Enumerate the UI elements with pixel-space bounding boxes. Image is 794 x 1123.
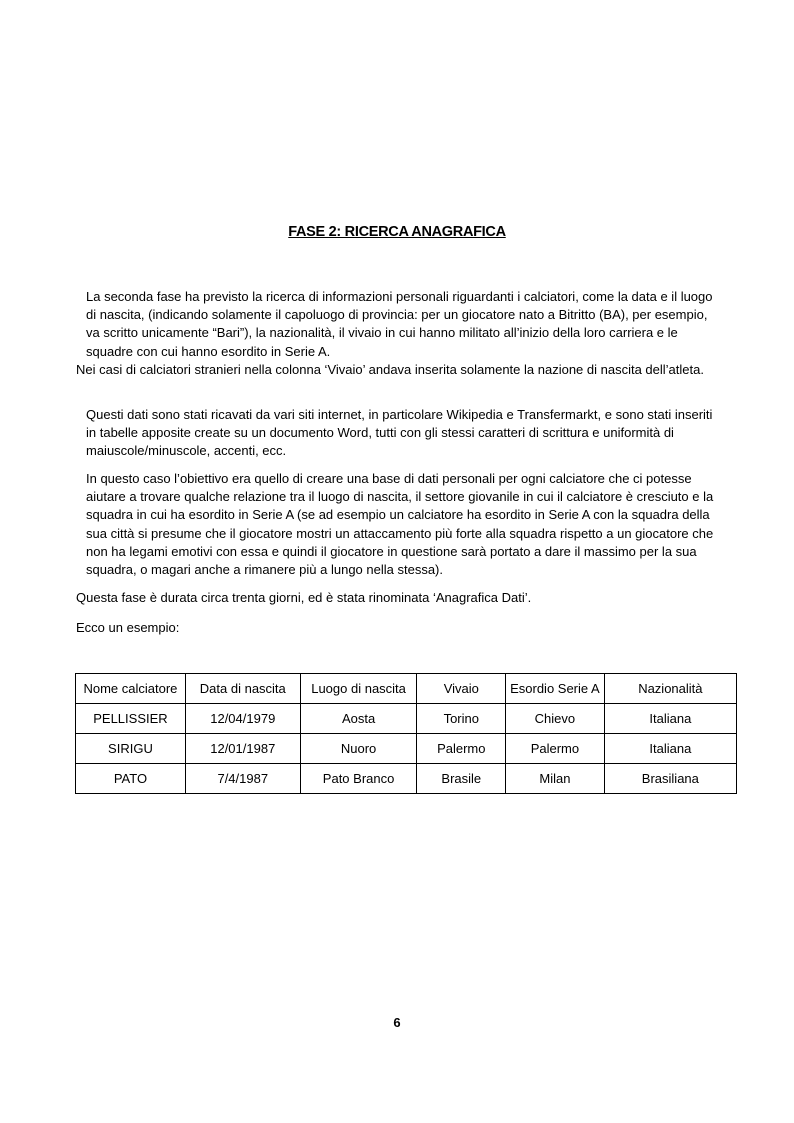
paragraph-intro	[76, 288, 721, 379]
paragraph-duration-text: Questa fase è durata circa trenta giorni, ed è stata rinominata ‘Anagrafica Dati’.	[76, 590, 532, 605]
table-cell: 12/04/1979	[185, 704, 300, 734]
paragraph-example-intro	[76, 619, 721, 637]
table-cell: Torino	[417, 704, 506, 734]
table-cell: Palermo	[417, 734, 506, 764]
table-cell: Italiana	[604, 704, 736, 734]
table-cell: Nuoro	[300, 734, 417, 764]
paragraph-duration	[76, 589, 721, 607]
table-header-cell: Nazionalità	[604, 674, 736, 704]
paragraph-sources	[76, 406, 721, 461]
table-row	[76, 704, 737, 734]
table-cell: 12/01/1987	[185, 734, 300, 764]
table-header-cell: Data di nascita	[185, 674, 300, 704]
paragraph-intro-main: La seconda fase ha previsto la ricerca di informazioni personali riguardanti i calciatori, come la data e il luogo di nascita, (indicando solamente il capoluogo di provincia: per un giocatore nato a Bitritto (BA), per esempio, va scritto unicamente “Bari”), la nazionalità, il vivaio in cui hanno militato all’inizio della loro carriera e le squadre con cui hanno esordito in Serie A.	[86, 289, 713, 359]
table-row	[76, 734, 737, 764]
table-cell: SIRIGU	[76, 734, 186, 764]
table-cell: Milan	[506, 764, 605, 794]
section-title: FASE 2: RICERCA ANAGRAFICA	[288, 224, 506, 240]
table-header-cell: Luogo di nascita	[300, 674, 417, 704]
table-row	[76, 764, 737, 794]
paragraph-objective	[76, 470, 721, 579]
paragraph-sources-text: Questi dati sono stati ricavati da vari siti internet, in particolare Wikipedia e Transfermarkt, e sono stati inseriti in tabelle apposite create su un documento Word, tutti con gli stessi caratteri di scrittura e uniformità di maiuscole/minuscole, accenti, ecc.	[86, 407, 713, 459]
table-cell: Chievo	[506, 704, 605, 734]
table-cell: Aosta	[300, 704, 417, 734]
players-table	[75, 673, 737, 794]
table-header-row	[76, 674, 737, 704]
paragraph-objective-text: In questo caso l’obiettivo era quello di creare una base di dati personali per ogni calciatore che ci potesse aiutare a trovare qualche relazione tra il luogo di nascita, il settore giovanile in cui il calciatore è cresciuto e la squadra in cui ha esordito in Serie A (se ad esempio un calciatore ha esordito in Serie A con la squadra della sua città si presume che il giocatore mostri un attaccamento più forte alla squadra rispetto a un giocatore che non ha legami emotivi con essa e quindi il giocatore in questione sarà portato a dare il massimo per la sua squadra, o magari anche a rimanere più a lungo nella stessa).	[86, 471, 714, 578]
table-cell: PATO	[76, 764, 186, 794]
paragraph-intro-foreign: Nei casi di calciatori stranieri nella colonna ‘Vivaio’ andava inserita solamente la nazione di nascita dell’atleta.	[76, 361, 704, 377]
table-cell: 7/4/1987	[185, 764, 300, 794]
table-cell: Italiana	[604, 734, 736, 764]
table-header-cell: Nome calciatore	[76, 674, 186, 704]
table-header-cell: Esordio Serie A	[506, 674, 605, 704]
paragraph-example-intro-text: Ecco un esempio:	[76, 620, 180, 635]
table-cell: Palermo	[506, 734, 605, 764]
table-cell: PELLISSIER	[76, 704, 186, 734]
table-header-cell: Vivaio	[417, 674, 506, 704]
page-number: 6	[393, 1015, 401, 1030]
table-cell: Pato Branco	[300, 764, 417, 794]
table-cell: Brasiliana	[604, 764, 736, 794]
table-cell: Brasile	[417, 764, 506, 794]
